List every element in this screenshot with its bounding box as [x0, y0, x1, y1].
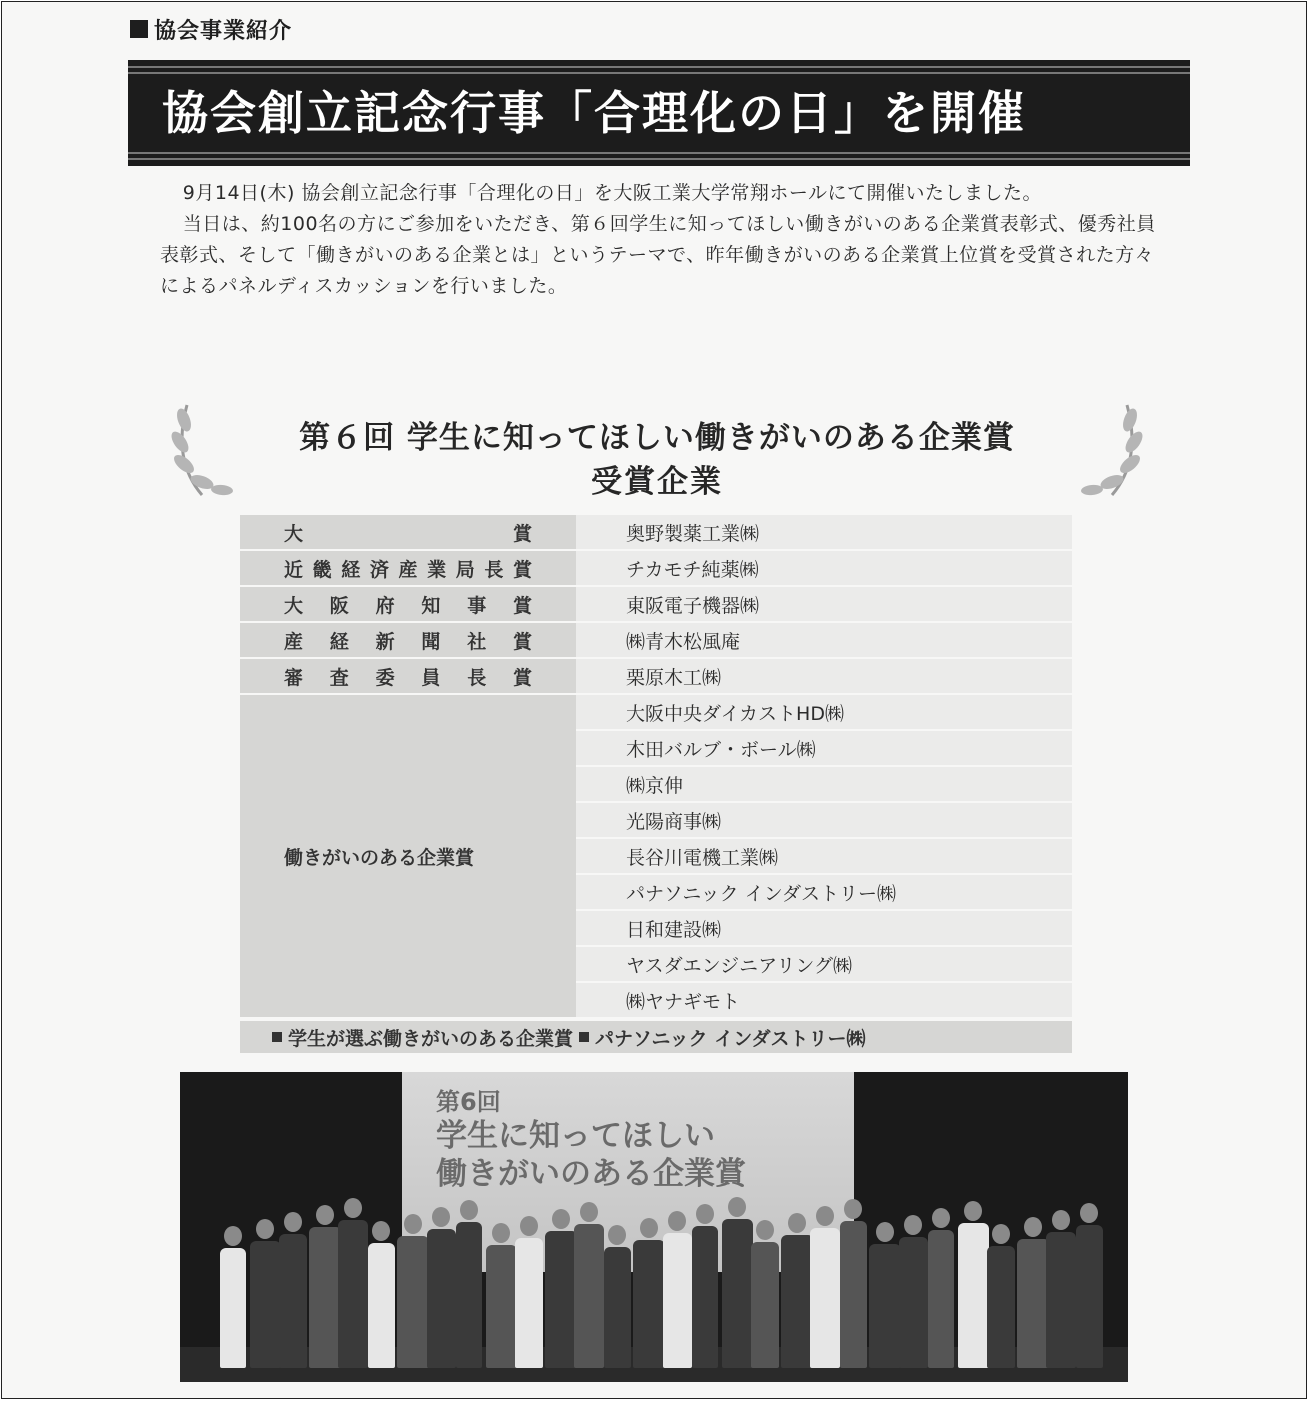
group-award-category: 働きがいのある企業賞 [240, 695, 576, 1017]
square-bullet-icon [272, 1032, 282, 1042]
person-silhouette [279, 1212, 307, 1368]
award-company: 東阪電子機器㈱ [576, 587, 1072, 621]
banner-stripe [128, 158, 1190, 160]
person-silhouette [456, 1200, 482, 1368]
person-body [958, 1223, 989, 1368]
person-silhouette [1017, 1217, 1050, 1368]
person-head [432, 1207, 450, 1227]
student-award-row [240, 1021, 1072, 1053]
square-bullet-icon [579, 1032, 589, 1042]
group-award-list [576, 695, 1072, 1017]
intro-text [160, 178, 1160, 302]
person-body [486, 1245, 517, 1368]
person-body [574, 1224, 604, 1368]
award-row [240, 623, 1072, 657]
person-body [368, 1243, 395, 1368]
person-head [460, 1200, 478, 1220]
person-silhouette [1046, 1210, 1076, 1368]
person-head [728, 1197, 746, 1217]
person-silhouette [663, 1211, 692, 1368]
section-tag-label: 協会事業紹介 [154, 18, 293, 44]
person-body [545, 1231, 578, 1368]
person-silhouette [397, 1214, 429, 1368]
person-body [1076, 1225, 1103, 1368]
intro-paragraph-1: 9月14日(木) 協会創立記念行事「合理化の日」を大阪工業大学常翔ホールにて開催いたしました。 [182, 182, 1043, 204]
screen-text-2: 学生に知ってほしい [436, 1118, 715, 1154]
group-award-company: パナソニック インダストリー㈱ [576, 875, 1072, 909]
person-head [696, 1204, 714, 1224]
person-silhouette [1076, 1203, 1103, 1368]
person-head [520, 1216, 538, 1236]
person-silhouette [899, 1215, 928, 1368]
page-frame [1, 1, 1307, 1399]
person-head [756, 1220, 774, 1240]
award-row [240, 551, 1072, 585]
person-head [1024, 1217, 1042, 1237]
person-head [992, 1224, 1010, 1244]
award-company: 栗原木工㈱ [576, 659, 1072, 693]
person-silhouette [928, 1208, 954, 1368]
section-tag [130, 14, 292, 44]
person-body [633, 1240, 665, 1368]
award-table [240, 515, 1072, 1053]
person-body [987, 1246, 1015, 1368]
person-body [250, 1241, 281, 1368]
person-silhouette [309, 1205, 342, 1368]
award-category-label: 産経新聞社賞 [284, 630, 532, 653]
person-silhouette [604, 1225, 631, 1368]
person-silhouette [220, 1226, 246, 1368]
person-head [876, 1222, 894, 1242]
person-body [338, 1220, 368, 1368]
award-company: ㈱青木松風庵 [576, 623, 1072, 657]
award-category [240, 515, 576, 549]
award-heading-subtitle: 受賞企業 [591, 464, 723, 500]
person-head [788, 1213, 806, 1233]
person-body [663, 1233, 692, 1368]
person-silhouette [810, 1206, 840, 1368]
person-body [928, 1230, 954, 1368]
award-category-label: 大阪府知事賞 [284, 594, 532, 617]
person-head [668, 1211, 686, 1231]
award-category-label: 近畿経済産業局長賞 [284, 558, 532, 581]
person-head [1052, 1210, 1070, 1230]
person-head [904, 1215, 922, 1235]
person-head [552, 1209, 570, 1229]
group-award-company: 光陽商事㈱ [576, 803, 1072, 837]
group-award-company: 大阪中央ダイカストHD㈱ [576, 695, 1072, 729]
person-silhouette [840, 1199, 867, 1368]
award-row [240, 587, 1072, 621]
award-row [240, 659, 1072, 693]
person-silhouette [781, 1213, 814, 1368]
person-head [608, 1225, 626, 1245]
person-silhouette [751, 1220, 779, 1368]
person-silhouette [987, 1224, 1015, 1368]
person-body [604, 1247, 631, 1368]
person-body [899, 1237, 928, 1368]
person-head [1080, 1203, 1098, 1223]
award-category-label: 審査委員長賞 [284, 666, 532, 689]
person-silhouette [515, 1216, 543, 1368]
banner-stripe [128, 72, 1190, 74]
laurel-right-icon [1072, 400, 1152, 500]
person-body [515, 1238, 543, 1368]
person-head [372, 1221, 390, 1241]
award-category-label: 大賞 [284, 522, 532, 545]
person-silhouette [486, 1223, 517, 1368]
person-head [316, 1205, 334, 1225]
person-body [397, 1236, 429, 1368]
group-award-company: ㈱ヤナギモト [576, 983, 1072, 1017]
banner-stripe [128, 66, 1190, 68]
award-category [240, 659, 576, 693]
person-body [427, 1229, 456, 1368]
person-head [844, 1199, 862, 1219]
person-silhouette [250, 1219, 281, 1368]
award-row [240, 515, 1072, 549]
person-silhouette [545, 1209, 578, 1368]
page-title: 協会創立記念行事「合理化の日」を開催 [162, 86, 1026, 140]
banner-stripe [128, 152, 1190, 154]
award-heading [162, 400, 1152, 500]
person-silhouette [692, 1204, 718, 1368]
person-silhouette [368, 1221, 395, 1368]
award-category [240, 587, 576, 621]
student-award-category: 学生が選ぶ働きがいのある企業賞 [288, 1027, 574, 1050]
award-category [240, 551, 576, 585]
person-body [220, 1248, 246, 1368]
person-head [224, 1226, 242, 1246]
person-body [279, 1234, 307, 1368]
award-company: チカモチ純薬㈱ [576, 551, 1072, 585]
person-head [284, 1212, 302, 1232]
person-body [869, 1244, 901, 1368]
person-silhouette [869, 1222, 901, 1368]
screen-text-3: 働きがいのある企業賞 [436, 1156, 746, 1192]
person-body [1017, 1239, 1050, 1368]
person-head [344, 1198, 362, 1218]
person-silhouette [958, 1201, 989, 1368]
person-body [456, 1222, 482, 1368]
screen-text-1: 第6回 [436, 1088, 501, 1116]
person-head [964, 1201, 982, 1221]
person-body [692, 1226, 718, 1368]
person-head [640, 1218, 658, 1238]
person-head [256, 1219, 274, 1239]
person-silhouette [722, 1197, 753, 1368]
square-bullet-icon [130, 20, 148, 38]
person-silhouette [427, 1207, 456, 1368]
group-award-company: ヤスダエンジニアリング㈱ [576, 947, 1072, 981]
person-body [781, 1235, 814, 1368]
person-body [810, 1228, 840, 1368]
award-company: 奥野製薬工業㈱ [576, 515, 1072, 549]
award-heading-title: 第６回 学生に知ってほしい働きがいのある企業賞 [299, 420, 1015, 456]
person-head [492, 1223, 510, 1243]
person-head [404, 1214, 422, 1234]
group-award-company: 日和建設㈱ [576, 911, 1072, 945]
group-award-company: 長谷川電機工業㈱ [576, 839, 1072, 873]
group-award [240, 695, 1072, 1017]
person-head [816, 1206, 834, 1226]
person-head [580, 1202, 598, 1222]
group-award-company: 木田バルブ・ボール㈱ [576, 731, 1072, 765]
person-body [722, 1219, 753, 1368]
award-category [240, 623, 576, 657]
ceremony-photo [180, 1072, 1128, 1382]
person-body [1046, 1232, 1076, 1368]
student-award-company: パナソニック インダストリー㈱ [595, 1027, 866, 1050]
person-head [932, 1208, 950, 1228]
person-silhouette [633, 1218, 665, 1368]
person-silhouette [574, 1202, 604, 1368]
person-silhouette [338, 1198, 368, 1368]
intro-paragraph-2: 当日は、約100名の方にご参加をいただき、第６回学生に知ってほしい働きがいのある企業賞表彰式、優秀社員表彰式、そして「働きがいのある企業とは」というテーマで、昨年働きがいのある企業賞上位賞を受賞された方々によるパネルディスカッションを行いました。 [160, 213, 1156, 297]
person-body [751, 1242, 779, 1368]
person-body [840, 1221, 867, 1368]
title-banner [128, 60, 1190, 166]
person-body [309, 1227, 342, 1368]
group-award-company: ㈱京伸 [576, 767, 1072, 801]
